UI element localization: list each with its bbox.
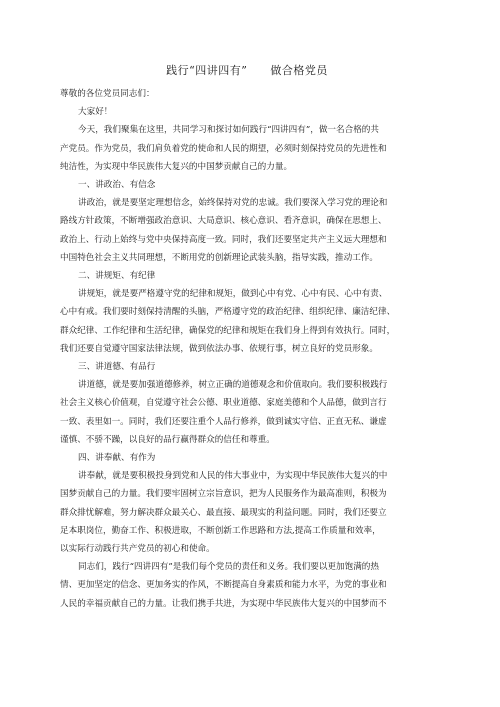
text-line: 讲奉献，就是要积极投身到党和人民的伟大事业中，为实现中华民族伟大复兴的中 [78, 471, 388, 482]
text-line: 群众纪律、工作纪律和生活纪律，确保党的纪律和规矩在我们身上得到有效执行。同时， [60, 325, 396, 336]
text-line: 产党员。作为党员，我们肩负着党的使命和人民的期望，必须时刻保持党员的先进性和 [60, 143, 387, 154]
text-line: 讲政治，就是要坚定理想信念，始终保持对党的忠诚。我们要深入学习党的理论和 [78, 198, 388, 209]
text-line: 谨慎、不骄不躁，以良好的品行赢得群众的信任和尊重。 [60, 434, 275, 445]
document-body [60, 103, 434, 613]
text-line: 政治上、行动上始终与党中央保持高度一致。同时，我们还要坚定共产主义远大理想和 [60, 234, 387, 245]
text-line: 社会主义核心价值观，自觉遵守社会公德、职业道德、家庭美德和个人品德，做到言行 [60, 398, 387, 409]
text-line: 足本职岗位，勤奋工作、积极进取，不断创新工作思路和方法,提高工作质量和效率， [60, 525, 381, 536]
text-line: 大家好！ [78, 107, 113, 118]
text-line: 今天，我们聚集在这里，共同学习和探讨如何践行“四讲四有”，做一名合格的共 [78, 125, 379, 136]
text-line: 二、讲规矩、有纪律 [78, 271, 156, 282]
text-line: 三、讲道德、有品行 [78, 362, 156, 373]
text-line: 同志们，践行“四讲四有”是我们每个党员的责任和义务。我们要以更加饱满的热 [78, 562, 379, 573]
text-line: 一致、表里如一。同时，我们还要注重个人品行修养，做到诚实守信、正直无私、谦虚 [60, 416, 387, 427]
text-line: 四、讲奉献、有作为 [78, 453, 156, 464]
salutation: 尊敬的各位党员同志们： [60, 89, 155, 99]
text-line: 我们还要自觉遵守国家法律法规，做到依法办事、依规行事，树立良好的党员形象。 [60, 343, 378, 354]
text-line: 国梦贡献自己的力量。我们要牢固树立宗旨意识，把为人民服务作为最高准则，积极为 [60, 489, 387, 500]
text-line: 心中有戒。我们要时刻保持清醒的头脑，严格遵守党的政治纪律、组织纪律、廉洁纪律、 [60, 307, 396, 318]
text-line: 以实际行动践行共产党员的初心和使命。 [60, 544, 215, 555]
text-line: 纯洁性，为实现中华民族伟大复兴的中国梦贡献自己的力量。 [60, 161, 293, 172]
text-line: 一、讲政治、有信念 [78, 180, 156, 191]
text-line: 情、更加坚定的信念、更加务实的作风，不断提高自身素质和能力水平，为党的事业和 [60, 580, 387, 591]
text-line: 讲道德，就是要加强道德修养，树立正确的道德观念和价值取向。我们要积极践行 [78, 380, 388, 391]
text-line: 路线方针政策，不断增强政治意识、大局意识、核心意识、看齐意识，确保在思想上、 [60, 216, 387, 227]
text-line: 人民的幸福贡献自己的力量。让我们携手共进，为实现中华民族伟大复兴的中国梦而不 [60, 598, 387, 609]
text-line: 中国特色社会主义共同理想，不断用党的创新理论武装头脑，指导实践，推动工作。 [60, 252, 378, 263]
text-line: 讲规矩，就是要严格遵守党的纪律和规矩，做到心中有党、心中有民、心中有责、 [78, 289, 388, 300]
document-title: 践行“四讲四有” 做合格党员 [166, 64, 328, 77]
text-line: 群众排忧解难，努力解决群众最关心、最直接、最现实的利益问题。同时，我们还要立 [60, 507, 387, 518]
